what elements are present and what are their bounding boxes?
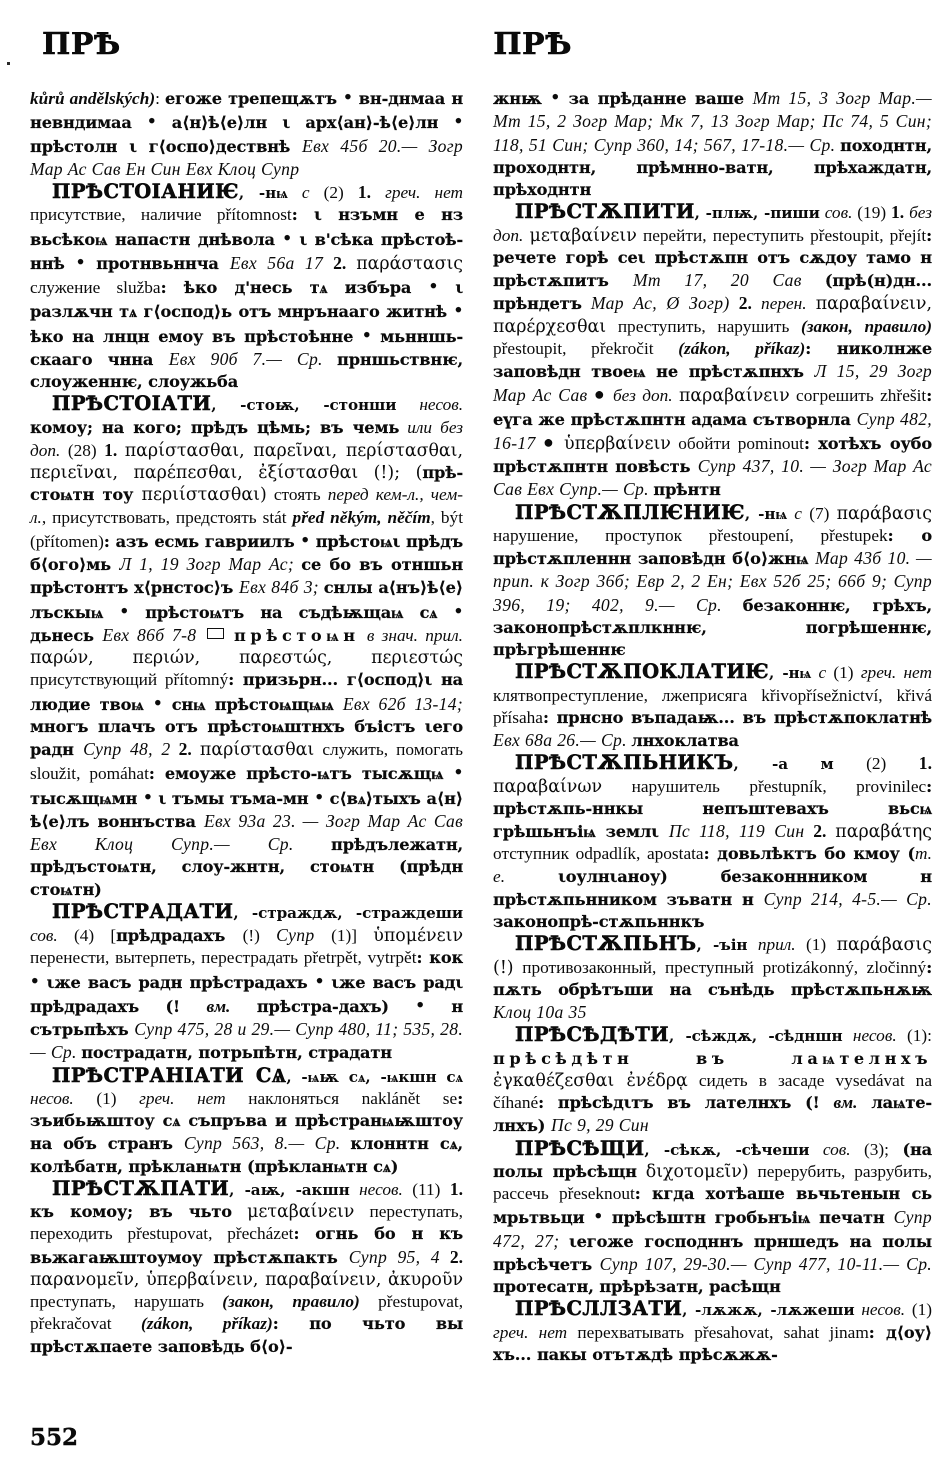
attestation-count: (1): [96, 1088, 117, 1108]
headword-grammar: , -нѩ: [238, 184, 288, 202]
greek-equivalent: παραβαίνων: [493, 776, 603, 797]
russian-gloss: нарушение, проступок: [493, 525, 683, 545]
cf-list: прншьствнѥ, слоуженнѥ, слоужьба: [30, 349, 464, 391]
sigla-list: — Зогр Мар Ас Сав Евх Супр.: [493, 456, 932, 500]
headword: ПРѢСТѪПЬНИКЪ: [515, 751, 734, 775]
cf-label: — Ср.: [214, 834, 294, 854]
headword-grammar: , -нѩ: [744, 504, 787, 523]
czech-object-label: (zákon, příkaz): [678, 338, 806, 358]
ocs-citation-2: се бо въ отншьн прѣстонтъ х⟨рнстос⟩ъ: [30, 555, 464, 598]
ocs-citation: : хотѣхъ оубо прѣстѫпнтн повѣсть: [493, 433, 932, 476]
sense-number: 1.: [104, 439, 118, 460]
czech-gloss: přesahovat, sahat jinam: [694, 1322, 869, 1342]
russian-gloss: перенести, вытерпеть, перестрадать: [30, 948, 299, 968]
greek-none-label: греч. нет: [385, 183, 464, 202]
czech-gloss: odpadlík, apostata: [575, 844, 704, 864]
source-ref: Евх 68а 26.: [493, 730, 581, 750]
pos-label: с: [794, 503, 802, 523]
source-ref: Супр 475, 28 и 29.— Супр 480, 11; 535, 28.: [134, 1019, 464, 1039]
variant-count: (1)]: [331, 926, 374, 945]
subsense-lemma: прѣстоѩн: [233, 625, 360, 645]
sense-number: 1.: [449, 1178, 464, 1199]
attestation-count: (2): [323, 183, 344, 202]
source-ref: Супр 437, 10.: [697, 456, 805, 476]
ocs-citation: : прѣстѫпь-ннкы непъштевахъ вьсѩ грѣшьнъіѩ землι: [493, 776, 932, 841]
entry-prestopn: [493, 933, 932, 1024]
instead-of-label: вм.: [833, 1093, 858, 1112]
greek-equivalent: παραβαίνειν: [678, 386, 790, 407]
sigla-list: — Зогр Мар Ас Сав Ен Син Евх Клоц Супр: [30, 135, 464, 179]
headword-grammar: , -сѣждѫ, -сѣдншн: [669, 1027, 843, 1046]
source-ref: Евх 90б 7.: [168, 348, 267, 369]
spaced-lemma: прѣсѣдѣтн въ лаѩтелнхъ: [493, 1048, 932, 1068]
headword: ПРѢСѢДѢТИ: [515, 1023, 670, 1047]
headword-grammar: , -страждѫ, -страждеши: [233, 903, 464, 922]
greek-equivalent: παραβάτης: [835, 822, 932, 842]
pos-label: несов.: [419, 395, 464, 415]
czech-gloss: pominout: [737, 433, 804, 453]
headword: ПРѢСТѪПАТИ: [52, 1176, 230, 1200]
ocs-citation: : ѣко д'несь тѧ избъра • ι разлѫчн тѧ г⟨оспод⟩ь отъ мнрънааго житнѣ • ѣко на лнцн емоу въ прѣстоѣнне • мьнншь-скааго чнна: [30, 277, 464, 369]
greek-equivalent: παραβαίνειν, παρέρχεσθαι: [493, 294, 932, 337]
sense-number: 2.: [333, 252, 347, 273]
headword: ПРѢСТОІАНИѤ: [52, 180, 239, 203]
ocs-citation: : азъ есмь гавриилъ • прѣстоѩι прѣдъ б⟨ого⟩мь: [30, 530, 464, 574]
czech-gloss: přeseknout: [558, 1184, 635, 1203]
czech-gloss: přestoupit, překročit: [493, 338, 654, 358]
ocs-citation-cont: ιоулнιаноу) безаконнником н прѣстѫпьнником зъватн н: [493, 866, 932, 909]
ocs-lemma-variant: прѣ-стоѩтн тоу: [30, 463, 464, 505]
pos-label: с: [301, 183, 310, 202]
ocs-citation: : кок • ιже васъ радн прѣстрадахъ • ιже васъ радι прѣдрадахъ (!: [30, 948, 464, 1016]
variant-form: прѣдрадахъ: [116, 926, 243, 945]
russian-object-label: (закон, правило): [222, 1292, 360, 1311]
czech-gloss: přítomný: [164, 670, 229, 690]
russian-gloss: клятвопреступление, лжеприсяга: [493, 685, 748, 705]
subsense-box-marker: [207, 628, 224, 639]
construction-list: къ комоу; въ чьто: [30, 1202, 232, 1221]
source-ref: Л 15, 29 Зогр Мар Ас Сав: [493, 361, 933, 406]
russian-gloss: служить, помогать: [322, 740, 464, 759]
czech-gloss: sloužit, pomáhat: [30, 764, 149, 784]
continuation-colon: :: [155, 89, 165, 108]
column-container: [30, 86, 932, 1366]
source-ref: Евх 93а 23.: [203, 810, 296, 831]
sense-number: 2.: [178, 739, 192, 759]
cf-list: протесатн, прѣрѣзатн, расѣщн: [493, 1277, 781, 1296]
attestation-count: (1): [911, 1300, 933, 1320]
russian-gloss: переступать, переходить: [30, 1202, 464, 1244]
ocs-correct-form: прѣстра-дахъ) • н сътрьпѣхъ: [30, 995, 464, 1039]
ocs-citation: : д⟨оу⟩хъ... пакы отътѫдѣ прѣсѫжѫ-: [493, 1322, 932, 1364]
czech-gloss: přestupovat, přecházet: [127, 1224, 294, 1244]
cf-label: — Ср.: [30, 1042, 77, 1063]
russian-gloss: нарушитель: [631, 776, 720, 796]
source-ref: Евх 45б 20.: [302, 135, 402, 156]
ocs-citation: : кгда хотѣаше вьчьтенын сь мрьтвьци • прѣсѣштн гробьнъіѩ печатн: [493, 1184, 932, 1228]
that-is-label: т. е.: [493, 844, 932, 886]
headword: ПРѢСТѪПЬНЪ: [515, 932, 697, 956]
source-ref: Пс 9, 29 Син: [550, 1115, 649, 1136]
column-right: [477, 86, 932, 1366]
cf-list: прѣнтн: [653, 480, 721, 500]
source-ref: Пс 118, 119 Син: [668, 821, 805, 841]
subsense-bullet-marker: ●: [542, 431, 557, 452]
russian-object-label: (закон, правило): [801, 316, 932, 336]
ocs-citation: : огнь бо н къ вьжагаѭштоумоу прѣстѫпакть: [30, 1224, 464, 1267]
ocs-citation: : речете горѣ сеι прѣстѫпн отъ сѫдоу тамо н прѣстѫпитъ: [493, 225, 932, 290]
variant-source: Мар Ас, Ø Зогр): [590, 293, 730, 314]
czech-gloss: přestoupit, přejít: [810, 225, 927, 245]
attestation-count: (28): [67, 440, 97, 460]
greek-equivalent-2: περιίστασθαι): [141, 485, 267, 506]
ocs-citation: жнѭ • за прѣданне ваше: [493, 88, 753, 108]
entry-prestojati: [30, 393, 463, 901]
pos-label: м: [820, 755, 834, 774]
russian-gloss-italic: перед кем-л., чем-л.: [30, 485, 464, 527]
headword: ПРѢСТѪПИТИ: [515, 200, 695, 224]
greek-equivalent: παράστασις: [356, 253, 464, 274]
pos-label: сов.: [30, 926, 58, 945]
headword-grammar: , -стоѭ, -стонши: [211, 396, 397, 415]
russian-gloss: наклоняться: [248, 1088, 340, 1108]
source-ref: Мт 15, 3 Зогр Мар.—: [752, 88, 932, 108]
ocs-citation: : о прѣстѫпленнн заповѣдн б⟨о⟩жнѩ: [493, 525, 932, 568]
russian-gloss: присутствующий: [30, 670, 158, 690]
source-ref-2: Евх 84б 3;: [239, 577, 319, 598]
entry-prestojanije: [30, 181, 463, 393]
greek-equivalent: παρών, περιών, παρεστώς, περιεστώς: [30, 648, 464, 668]
headword: ПРѢСЛЛЗАТИ: [515, 1297, 683, 1321]
entry-prestopati: [30, 1178, 463, 1358]
czech-object-label: (zákon, příkaz): [141, 1314, 273, 1334]
greek-equivalent: μεταβαίνειν: [247, 1202, 355, 1222]
sigla-list: — Зогр Мар Ас Сав Евх Клоц Супр.: [30, 810, 464, 854]
czech-gloss: přetrpět, vytrpět: [303, 948, 417, 968]
folio-number: 552: [30, 1424, 79, 1451]
greek-none-label: греч. нет: [493, 1322, 568, 1342]
cf-list: законопрѣ-стѫпьннкъ: [493, 912, 705, 931]
cf-list: безаконнѥ, грѣхъ, законопрѣстѫплкннѥ, погрѣшеннѥ, прѣгрѣшеннѥ: [493, 595, 932, 659]
headword: ПРѢСТРАДАТИ: [52, 899, 234, 923]
variant-mark: (!): [242, 926, 277, 945]
russian-gloss: преступать, нарушать: [30, 1292, 205, 1311]
sense-number: 2.: [813, 821, 827, 841]
attestation-count: (3);: [864, 1139, 889, 1159]
czech-gloss: služba: [116, 278, 161, 297]
greek-equivalent: ὑπομένειν: [373, 926, 464, 946]
entry-prestranjati-se: [30, 1065, 463, 1178]
cf-label: — Ср.: [266, 348, 323, 369]
attestation-count: (1): [806, 935, 827, 955]
greek-equivalent: μεταβαίνειν: [529, 225, 637, 246]
ocs-citation: : зъибьѭштоу сѧ съпръва и прѣстранѩѭштоу на объ странъ: [30, 1088, 464, 1154]
russian-gloss: служение: [30, 278, 101, 297]
czech-gloss: protizákonný, zločinný: [762, 957, 927, 977]
pos-label: несов.: [861, 1300, 906, 1320]
cf-label: — Ср.: [602, 479, 649, 500]
entry-prestopnik: [493, 752, 932, 933]
czech-gloss-2: , být (přítomen): [30, 507, 463, 551]
cf-label: — Ср.: [658, 594, 722, 615]
or-no-object-label: или без доп.: [30, 417, 464, 460]
variant-source: Супр: [276, 925, 332, 945]
ocs-citation: : ι нзъмн е нз вьсѣкоѩ напастн днѣвола • ι в'сѣка прѣстоѣ-ннѣ • протнвьннча: [30, 205, 464, 273]
sense-number: 2.: [449, 1246, 464, 1267]
attestation-count: (1):: [907, 1026, 932, 1046]
ocs-citation: : пѫть обрѣтъши на сънѣдь прѣстѫпьнѫѭ: [493, 957, 933, 999]
headword: ПРѢСѢЩИ: [515, 1136, 645, 1160]
ocs-citation: : еүга же прѣстѫпнтн адама сътворнла: [493, 386, 933, 429]
instead-of-label: вм.: [206, 996, 231, 1016]
greek-equivalent: παρίστασθαι, παρεῖναι, περίστασθαι, περιεῖναι, παρέπεσθαι, ἐξίστασθαι (!); (: [30, 440, 464, 483]
russian-gloss-2: , присутствовать, предстоять: [41, 507, 263, 527]
entry-prestoplenije: [493, 502, 932, 662]
source-ref-2: Мт 15, 2 Зогр Мар; Мк 7, 13 Зогр Мар; Пс 74, 5 Син; 118, 51 Син; Супр 360, 14; 567, 17-18.: [493, 111, 932, 155]
entry-continuation: [30, 86, 463, 181]
ocs-citation: : прѣсѣдιтъ въ лателнхъ (!: [538, 1093, 834, 1112]
greek-none-label: греч. нет: [139, 1088, 226, 1108]
pos-label: сов.: [824, 203, 853, 223]
ocs-citation: егоже трепещѫтъ • вн-днмаа н невндимаа • а⟨н⟩ѣ⟨е⟩лн ι арх⟨ан⟩-ѣ⟨е⟩лн • прѣстолн ι г⟨оспо⟩дествнѣ: [30, 88, 464, 156]
headword: ПРѢСТѪПОКЛАТИѤ: [515, 660, 769, 684]
czech-gloss: zhřešit: [880, 386, 927, 406]
attestation-count: (1): [833, 663, 854, 683]
russian-gloss: перехватывать: [577, 1322, 684, 1342]
ocs-citation: : емоуже прѣсто-ѩтъ тысѫщѩ • тысѫщѩмн • ι тъмы тъма-мн • с⟨вѧ⟩тыхъ а⟨н⟩ѣ⟨е⟩лъ воннъства: [30, 763, 464, 831]
czech-gloss: přestoupení, přestupek: [708, 525, 888, 545]
subsense-label: в знач. прил.: [366, 625, 463, 645]
russian-gloss: отступник: [493, 844, 569, 864]
cf-label: — Ср.: [883, 1253, 932, 1274]
source-ref-2: — прип. к Зогр 36б; Евр 2, 2 Ен; Евх 52б 25; 66б 9; Супр 396, 19; 402, 9.: [493, 548, 932, 615]
czech-lemma: kůrů andělských): [30, 89, 156, 108]
column-left: [30, 86, 477, 1366]
sense-number: 1.: [918, 753, 932, 774]
running-head-left: ПРѢ: [42, 27, 121, 62]
sense-number: 1.: [891, 202, 905, 223]
czech-gloss: křivopřísežnictví, křivá přísaha: [493, 685, 932, 727]
russian-gloss: преступить, нарушить: [617, 316, 790, 336]
czech-gloss: přestupovat, překračovat: [30, 1292, 464, 1334]
headword-grammar: , -а: [733, 755, 788, 774]
ocs-citation: : по чьто вы прѣстѫпаете заповѣдь б⟨о⟩-: [30, 1314, 464, 1356]
headword-grammar: , -плѭ, -пиши: [694, 204, 820, 223]
sense-number: 1.: [357, 182, 372, 202]
sense-number: 2.: [738, 293, 752, 314]
cf-label: — Ср.: [288, 1133, 341, 1154]
czech-gloss: vysedávat na číhané: [493, 1070, 932, 1112]
running-head-right: ПРѢ: [493, 27, 572, 62]
source-ref: Супр 482, 16-17: [493, 408, 932, 453]
variant-form: (прѣ(н)дн... прѣндетъ: [493, 271, 932, 314]
headword: ПРѢСТРАНІАТИ СѦ: [52, 1063, 287, 1087]
pos-label: сов.: [822, 1139, 851, 1159]
czech-gloss: přestupník, provinilec: [749, 776, 927, 796]
source-ref: Мт 17, 20 Сав: [632, 270, 802, 290]
pos-label: прил.: [757, 935, 796, 955]
running-heads: [30, 28, 932, 72]
headword: ПРѢСТѪПЛѤНИѤ: [515, 500, 745, 524]
cf-list: походнтн, проходнтн, прѣмнно-ватн, прѣхаждатн, прѣходнтн: [493, 135, 932, 199]
subsense-bullet-marker: ●: [593, 384, 607, 405]
greek-equivalent: ἐγκαθέζεσθαι ἐνέδρᾳ: [493, 1070, 688, 1091]
russian-gloss: перерубить, разрубить, рассечь: [493, 1161, 932, 1203]
ocs-citation-2: ιегоже господннъ прншедъ на полы прѣсѣчетъ: [493, 1231, 932, 1274]
headword-grammar: , -лѫжѫ, -лѫжеши: [682, 1301, 855, 1320]
cf-list: лнхоклатва: [631, 731, 739, 750]
lemma-note: (на полы прѣсѣщн: [493, 1139, 932, 1181]
attestation-count: (11): [412, 1179, 441, 1199]
greek-equivalent: παράβασις: [836, 503, 932, 524]
source-ref: Супр 95, 4: [348, 1246, 440, 1267]
pos-label: несов.: [852, 1026, 897, 1046]
cf-list: пострадатн, потрьпѣтн, страдатн: [81, 1043, 392, 1063]
source-ref: Супр 563, 8.: [183, 1133, 289, 1154]
attestation-count: (2): [866, 754, 887, 774]
cf-label: — Ср.: [788, 134, 836, 155]
source-ref: Клоц 10а 35: [493, 1002, 587, 1022]
russian-gloss: обойти: [678, 433, 731, 453]
entry-continuation: [493, 86, 932, 201]
greek-none-label: греч. нет: [860, 663, 932, 683]
scan-artifact-dot: [7, 62, 10, 65]
czech-gloss: stát: [262, 507, 293, 527]
source-ref: Л 1, 19 Зогр Мар Ас;: [119, 554, 295, 574]
cf-label: — Ср.: [881, 888, 932, 909]
russian-gloss: стоять: [273, 485, 328, 505]
attestation-count: (19): [857, 203, 887, 223]
source-ref: Супр 214, 4-5.: [763, 888, 882, 909]
ocs-citation: : николнже заповѣдн твоеѩ не прѣстѫпнхъ: [493, 338, 932, 381]
headword-grammar: , -нѩ: [769, 664, 812, 683]
russian-gloss: противозаконный, преступный: [522, 957, 754, 977]
russian-gloss: сидеть в засаде: [698, 1070, 825, 1090]
headword-grammar: , -ѩѭ сѧ, -ѩкшн сѧ: [286, 1067, 464, 1086]
ocs-citation-2: многъ плачъ отъ прѣстоѩштнхъ бъістъ ιего радн: [30, 716, 464, 759]
greek-equivalent: παρίστασθαι: [199, 740, 315, 760]
ocs-correct-form: лаѩте-лнхъ): [493, 1093, 932, 1136]
cf-list: прѣдълежатн, прѣдъстоѩтн, слоу-жнтн, стоѩтн (прѣдн стоѩтн): [30, 835, 464, 899]
cf-list: клоннтн сѧ, колѣбатн, прѣкланѩтн (прѣкланѩтн сѧ): [30, 1134, 464, 1176]
cf-label: — Ср.: [580, 730, 627, 750]
headword-grammar: , -аѭ, -акшн: [229, 1180, 350, 1199]
source-ref: Супр 472, 27;: [493, 1207, 932, 1251]
czech-gloss-italic: před někým, něčím: [292, 507, 431, 527]
construction-list: комоу; на кого; прѣдъ цѣмь; въ чемь: [30, 417, 400, 437]
entry-presolzati: [493, 1298, 932, 1366]
ocs-citation-3: снлы а⟨нъ⟩ѣ⟨е⟩лъскыѩ • прѣстоѩтъ на съдѣѭщаѩ сѧ • дьнесь: [30, 578, 464, 645]
greek-equivalent: παρανομεῖν, ὑπερβαίνειν, παραβαίνειν, ἀκυροῦν: [30, 1269, 464, 1290]
headword-grammar: , -сѣкѫ, -сѣчеши: [644, 1140, 810, 1159]
headword: ПРѢСТОІАТИ: [52, 392, 212, 416]
czech-gloss: naklánět se: [361, 1088, 458, 1108]
attestation-count: (7): [809, 503, 830, 523]
pos-label: несов.: [30, 1088, 74, 1108]
greek-equivalent: ὑπερβαίνειν: [564, 433, 671, 454]
ocs-citation: : прнсно въпадаѭ... въ прѣстѫпоклатнѣ: [542, 707, 932, 727]
source-ref-2: Супр 48, 2: [83, 739, 171, 759]
entry-prestopiti: [493, 201, 932, 501]
source-ref: Евх 56а 17: [229, 252, 324, 273]
entry-prestradati: [30, 901, 463, 1065]
russian-gloss: согрешить: [796, 386, 874, 406]
source-ref: Мар 43б 10.: [815, 548, 911, 568]
attestation-count: (4): [73, 926, 95, 945]
figurative-label: перен.: [761, 294, 807, 314]
greek-equivalent: διχοτομεῖν): [645, 1161, 749, 1182]
headword-grammar: , -ъін: [696, 936, 748, 955]
czech-gloss: přítomnost: [216, 205, 292, 225]
source-ref: Евх 62б 13-14;: [342, 693, 464, 714]
ocs-citation: : призьрн... г⟨оспод⟩ι на людие твоѩ • снѩ прѣстоѩщѩѩ: [30, 670, 464, 714]
entry-presesti: [493, 1138, 932, 1299]
greek-equivalent: παράβασις (!): [493, 935, 932, 978]
variant-bracket-open: [: [110, 926, 117, 945]
no-object-label: без доп.: [493, 203, 932, 245]
russian-gloss: присутствие, наличие: [30, 205, 202, 225]
ocs-citation: : довьлѣктъ бо кмоу (: [703, 844, 915, 864]
pos-label: с: [818, 663, 827, 683]
source-ref-3: Евх 86б 7-8: [102, 624, 197, 645]
pos-label: несов.: [359, 1179, 403, 1199]
entry-presedeti: [493, 1024, 932, 1137]
source-ref-2: Супр 107, 29-30.— Супр 477, 10-11.: [599, 1253, 884, 1274]
russian-gloss: перейти, переступить: [642, 225, 804, 245]
no-object-label: без доп.: [612, 386, 673, 406]
entry-prestopoklatije: [493, 661, 932, 752]
